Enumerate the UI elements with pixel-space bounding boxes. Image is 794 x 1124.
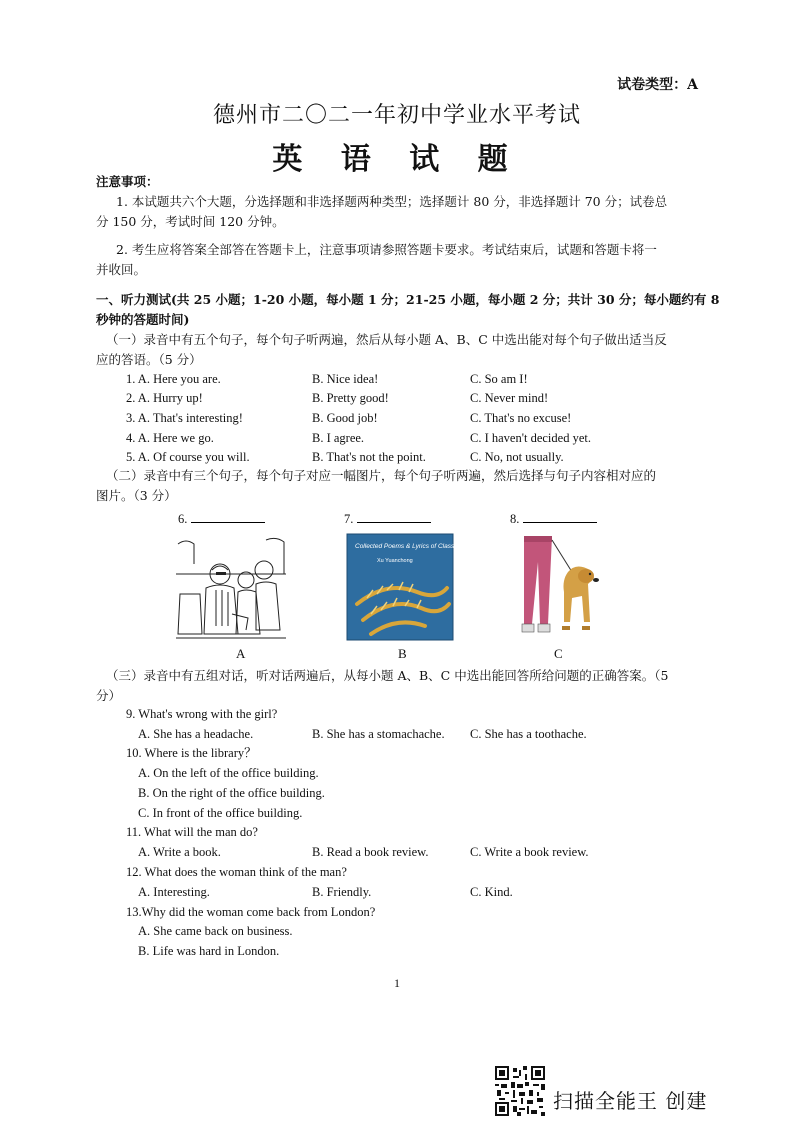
cinema-audience-picture	[176, 534, 286, 642]
answer-blank	[357, 510, 431, 523]
option-a: 4. A. Here we go.	[126, 431, 214, 445]
note-1: 1. 本试题共六个大题，分选择题和非选择题两种类型；选择题计 80 分，非选择题计 70 分；试卷总	[116, 194, 668, 209]
section1-heading: 一、听力测试(共 25 小题；1-20 小题，每小题 1 分；21-25 小题，每小题 2 分；共计 30 分；每小题约有 8	[96, 292, 720, 307]
exam-title: 德州市二〇二一年初中学业水平考试	[212, 103, 581, 128]
pic-label-b: B	[398, 646, 407, 661]
part3-instruction: （三）录音中有五组对话，听对话两遍后，从每小题 A、B、C 中选出能回答所给问题的正确答案。（5	[106, 668, 669, 683]
pic-number-text: 6.	[178, 512, 188, 526]
option-b: B. Pretty good!	[312, 391, 389, 405]
option-a: A. Write a book.	[138, 845, 221, 859]
person-with-dog-picture	[518, 532, 610, 640]
paper-type-label: 试卷类型：A	[617, 77, 698, 93]
question-13: 13.Why did the woman come back from London?	[126, 905, 376, 919]
question-row	[138, 882, 738, 902]
section1-heading-cont: 秒钟的答题时间)	[96, 312, 190, 327]
note-2: 2. 考生应将答案全部答在答题卡上，注意事项请参照答题卡要求。考试结束后，试题和答题卡将一	[116, 242, 657, 257]
part1-instruction-cont: 应的答语。（5 分）	[96, 352, 202, 367]
question-row	[126, 428, 726, 448]
book-cover-picture	[347, 534, 483, 640]
answer-blank	[191, 510, 265, 523]
pic-number-text: 8.	[510, 512, 520, 526]
question-row	[126, 388, 726, 408]
option-a: 2. A. Hurry up!	[126, 391, 203, 405]
option-b: B. Life was hard in London.	[138, 944, 280, 958]
option-a: 1. A. Here you are.	[126, 372, 221, 386]
page-number: 1	[394, 976, 400, 990]
pic-label-a: A	[236, 646, 246, 661]
option-a: A. Interesting.	[138, 885, 210, 899]
exam-subtitle: 英 语 试 题	[272, 142, 522, 177]
option-c: C. Never mind!	[470, 391, 549, 405]
option-b: B. Good job!	[312, 411, 378, 425]
option-c: C. I haven't decided yet.	[470, 431, 591, 445]
option-c: C. That's no excuse!	[470, 411, 572, 425]
option-c: C. Write a book review.	[470, 845, 589, 859]
option-b: B. On the right of the office building.	[138, 786, 325, 800]
notes-heading: 注意事项：	[96, 174, 159, 189]
question-11: 11. What will the man do?	[126, 825, 258, 839]
option-a: 5. A. Of course you will.	[126, 450, 250, 464]
question-row	[126, 369, 726, 389]
pic-label-c: C	[554, 646, 563, 661]
book-title-text: Collected Poems & Lyrics of Classical China	[355, 543, 483, 550]
option-a: A. On the left of the office building.	[138, 766, 319, 780]
option-b: B. Friendly.	[312, 885, 372, 899]
part1-instruction: （一）录音中有五个句子，每个句子听两遍，然后从每小题 A、B、C 中选出能对每个句子做出适当反	[106, 332, 667, 347]
option-c: C. So am I!	[470, 372, 528, 386]
part3-instruction-cont: 分）	[96, 688, 122, 703]
option-c: C. She has a toothache.	[470, 727, 587, 741]
note-2-cont: 并收回。	[96, 262, 147, 277]
pic-number-8	[510, 510, 597, 527]
question-row	[126, 408, 726, 428]
answer-blank	[523, 510, 597, 523]
option-b: B. She has a stomachache.	[312, 727, 445, 741]
option-a: A. She has a headache.	[138, 727, 254, 741]
option-c: C. No, not usually.	[470, 450, 564, 464]
pic-number-6	[178, 510, 265, 527]
pic-number-text: 7.	[344, 512, 354, 526]
option-b: B. I agree.	[312, 431, 365, 445]
option-a: 3. A. That's interesting!	[126, 411, 243, 425]
note-1-cont: 分 150 分，考试时间 120 分钟。	[96, 214, 285, 229]
option-a: A. She came back on business.	[138, 924, 293, 938]
part2-instruction: （二）录音中有三个句子，每个句子对应一幅图片，每个句子听两遍，然后选择与句子内容相对应的	[106, 468, 657, 483]
question-10: 10. Where is the library？	[126, 746, 257, 760]
option-c: C. Kind.	[470, 885, 513, 899]
pic-number-7	[344, 510, 431, 527]
question-9: 9. What's wrong with the girl?	[126, 707, 278, 721]
option-b: B. That's not the point.	[312, 450, 426, 464]
question-row	[138, 724, 738, 744]
scanner-watermark: 扫描全能王 创建	[553, 1089, 708, 1113]
question-12: 12. What does the woman think of the man?	[126, 865, 347, 879]
option-c: C. In front of the office building.	[138, 806, 303, 820]
option-b: B. Read a book review.	[312, 845, 429, 859]
book-author-text: Xu Yuanchong	[377, 558, 413, 564]
part2-instruction-cont: 图片。（3 分）	[96, 488, 177, 503]
question-row	[138, 842, 738, 862]
option-b: B. Nice idea!	[312, 372, 379, 386]
qr-code-icon	[495, 1066, 545, 1116]
